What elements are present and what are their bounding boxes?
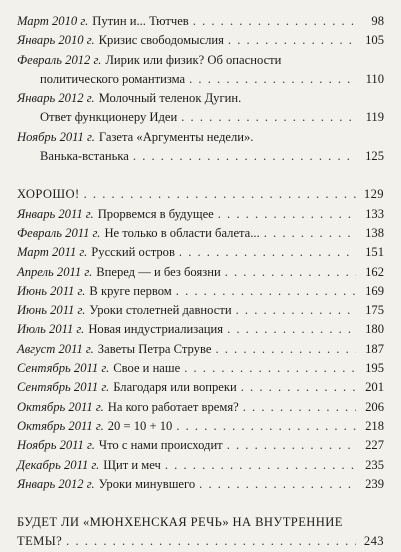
toc-entry[interactable]	[17, 224, 384, 243]
page-number: 227	[365, 438, 384, 453]
toc-entry-line	[17, 301, 384, 320]
toc-entry[interactable]	[17, 378, 384, 397]
entry-date: Январь 2012 г.	[17, 91, 95, 106]
toc-entry[interactable]	[17, 340, 384, 359]
toc-entry-line	[17, 436, 384, 455]
section-title-line-1: БУДЕТ ЛИ «МЮНХЕНСКАЯ РЕЧЬ» НА ВНУТРЕННИЕ	[17, 515, 343, 530]
entry-date: Ноябрь 2011 г.	[17, 438, 95, 453]
leader-dots	[228, 31, 356, 50]
entry-date: Декабрь 2011 г.	[17, 457, 100, 472]
page-number: 105	[365, 33, 384, 48]
page-number: 218	[365, 418, 384, 433]
toc-entry[interactable]	[17, 320, 384, 339]
toc-entry-line	[17, 456, 384, 475]
entry-date: Сентябрь 2011 г.	[17, 380, 110, 395]
entry-title: Не только в области балета...	[104, 225, 260, 240]
leader-dots	[264, 224, 356, 243]
leader-dots	[227, 320, 356, 339]
leader-dots	[218, 205, 356, 224]
entry-date: Март 2010 г.	[17, 14, 89, 28]
leader-dots	[176, 282, 356, 301]
toc-entry-line	[17, 359, 384, 378]
toc-entry-line	[17, 398, 384, 417]
toc-entry[interactable]	[17, 51, 384, 90]
entry-date: Январь 2010 г.	[17, 33, 95, 48]
entry-title: Лирик или физик? Об опасности	[105, 52, 282, 67]
toc-entry[interactable]	[17, 89, 384, 128]
leader-dots	[165, 456, 356, 475]
entry-date: Июнь 2011 г.	[17, 303, 86, 318]
toc-entry[interactable]	[17, 12, 384, 31]
entry-title: Ответ функционеру Идеи	[40, 110, 178, 125]
leader-dots	[189, 70, 356, 89]
toc-entry-line	[17, 282, 384, 301]
entry-title: Ванька-встанька	[40, 149, 129, 164]
toc-entry-line	[17, 224, 384, 243]
leader-dots	[184, 359, 356, 378]
entry-title: Кризис свободомыслия	[98, 33, 224, 48]
entry-date: Октябрь 2011 г.	[17, 418, 104, 433]
entry-date: Ноябрь 2011 г.	[17, 129, 95, 144]
entry-title: Молочный теленок Дугин.	[98, 91, 242, 106]
leader-dots	[241, 378, 356, 397]
toc-entry[interactable]	[17, 475, 384, 494]
entry-date: Март 2011 г.	[17, 245, 88, 260]
entry-title: Уроки минувшего	[98, 476, 196, 491]
entry-date: Сентябрь 2011 г.	[17, 361, 110, 376]
entry-title: Уроки столетней давности	[89, 303, 232, 318]
page-number: 195	[365, 361, 384, 376]
leader-dots	[181, 108, 356, 127]
toc-entry-line	[17, 108, 384, 127]
toc-entry[interactable]	[17, 263, 384, 282]
entry-date: Октябрь 2011 г.	[17, 399, 104, 414]
entry-date: Август 2011 г.	[17, 341, 94, 356]
toc-entry[interactable]	[17, 128, 384, 167]
spacer	[0, 166, 401, 185]
toc-entry-line	[17, 70, 384, 89]
page-number: 125	[365, 149, 384, 164]
toc-entry[interactable]	[17, 417, 384, 436]
page-number: 169	[365, 283, 384, 298]
entry-title: Новая индустриализация	[88, 322, 224, 337]
toc-entry-line	[17, 417, 384, 436]
page-number: 206	[365, 399, 384, 414]
entry-date: Февраль 2012 г.	[17, 52, 102, 67]
entry-date: Июль 2011 г.	[17, 322, 85, 337]
leader-dots	[225, 263, 356, 282]
entry-title: На кого работает время?	[107, 399, 239, 414]
leader-dots	[215, 340, 356, 359]
section-heading-khorosho[interactable]	[17, 185, 384, 204]
entry-date: Февраль 2011 г.	[17, 225, 101, 240]
leader-dots	[66, 532, 356, 551]
entry-date: Январь 2012 г.	[17, 476, 95, 491]
page-number: 110	[365, 71, 384, 86]
section-title-line-2: ТЕМЫ?	[17, 534, 63, 549]
entry-title: Что с нами происходит	[98, 438, 223, 453]
page-number: 187	[365, 341, 384, 356]
page-number: 162	[365, 264, 384, 279]
leader-dots	[236, 301, 356, 320]
entry-date: Январь 2011 г.	[17, 206, 94, 221]
table-of-contents	[0, 12, 401, 552]
leader-dots	[179, 243, 356, 262]
page-number: 180	[365, 322, 384, 337]
toc-entry[interactable]	[17, 456, 384, 475]
toc-entry-line	[17, 475, 384, 494]
toc-entry[interactable]	[17, 282, 384, 301]
leader-dots	[199, 475, 356, 494]
page-number: 239	[365, 476, 384, 491]
toc-entry-line	[17, 263, 384, 282]
leader-dots	[243, 398, 356, 417]
spacer	[0, 494, 401, 513]
entry-title: Путин и... Тютчев	[92, 14, 189, 28]
entry-date: Апрель 2011 г.	[17, 264, 93, 279]
toc-entry-line	[17, 378, 384, 397]
toc-entry-line	[17, 51, 384, 70]
page-number: 98	[371, 14, 384, 28]
toc-entry-line	[17, 243, 384, 262]
toc-entry-line	[17, 320, 384, 339]
leader-dots	[133, 147, 356, 166]
toc-entry-line	[17, 12, 384, 31]
leader-dots	[227, 436, 356, 455]
toc-entry-line	[17, 340, 384, 359]
toc-entry-line	[17, 89, 384, 108]
entry-title: 20 = 10 + 10	[107, 418, 173, 433]
section-title: ХОРОШО!	[17, 187, 80, 202]
section-heading-munich-speech[interactable]	[17, 513, 384, 552]
leader-dots	[84, 185, 356, 204]
toc-entry-line	[17, 147, 384, 166]
entry-title: Газета «Аргументы недели».	[98, 129, 254, 144]
toc-block-a	[0, 12, 401, 166]
toc-entry[interactable]	[17, 436, 384, 455]
entry-title: В круге первом	[89, 283, 172, 298]
page-number: 243	[363, 534, 384, 549]
entry-title: политического романтизма	[40, 71, 186, 86]
toc-entry-line	[17, 128, 384, 147]
page-number: 133	[365, 206, 384, 221]
entry-title: Свое и наше	[113, 361, 181, 376]
toc-entry[interactable]	[17, 31, 384, 50]
entry-title: Вперед — и без боязни	[96, 264, 221, 279]
page-number: 129	[363, 187, 384, 202]
entry-title: Щит и меч	[103, 457, 161, 472]
entry-date: Июнь 2011 г.	[17, 283, 86, 298]
leader-dots	[176, 417, 356, 436]
page-number: 201	[365, 380, 384, 395]
page-number: 175	[365, 303, 384, 318]
page-number: 151	[365, 245, 384, 260]
page-number: 235	[365, 457, 384, 472]
entry-title: Русский остров	[91, 245, 175, 260]
entry-title: Заветы Петра Струве	[97, 341, 212, 356]
toc-block-b	[0, 205, 401, 494]
leader-dots	[193, 12, 356, 31]
toc-entry[interactable]	[17, 205, 384, 224]
page-number: 138	[365, 225, 384, 240]
toc-entry[interactable]	[17, 398, 384, 417]
toc-entry[interactable]	[17, 301, 384, 320]
page-number: 119	[365, 110, 384, 125]
toc-entry-line	[17, 205, 384, 224]
toc-entry[interactable]	[17, 359, 384, 378]
entry-title: Прорвемся в будущее	[97, 206, 214, 221]
toc-entry[interactable]	[17, 243, 384, 262]
toc-entry-line	[17, 31, 384, 50]
entry-title: Благодаря или вопреки	[113, 380, 237, 395]
